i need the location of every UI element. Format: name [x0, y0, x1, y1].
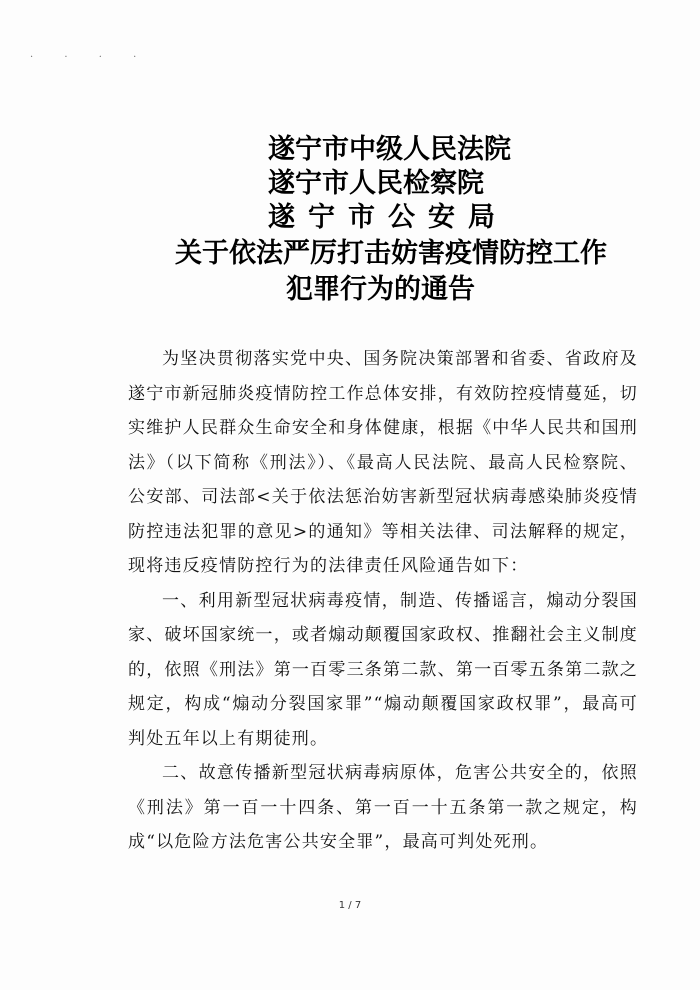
- scan-specks: · · · ·: [30, 52, 151, 63]
- title-line-court: 遂宁市中级人民法院: [268, 134, 511, 165]
- title-line-police: 遂宁市公安局: [268, 202, 508, 233]
- paragraph-item-2: 二、故意传播新型冠状病毒病原体，危害公共安全的，依照《刑法》第一百一十四条、第一百一十五条第一款之规定，构成“以危险方法危害公共安全罪”，最高可判处死刑。: [128, 763, 638, 852]
- document-body: [128, 342, 638, 860]
- title-line-procuratorate: 遂宁市人民检察院: [268, 168, 484, 199]
- title-line-subject-end: 犯罪行为的通告: [286, 274, 475, 305]
- page-number: 1 / 7: [338, 900, 362, 911]
- title-line-subject: 关于依法严厉打击妨害疫情防控工作: [175, 238, 607, 269]
- paragraph-item-1: 一、利用新型冠状病毒疫情，制造、传播谣言，煽动分裂国家、破坏国家统一，或者煽动颠覆国家政权、推翻社会主义制度的，依照《刑法》第一百零三条第二款、第一百零五条第二款之规定，构成“煽动分裂国家罪”“煽动颠覆国家政权罪”，最高可判处五年以上有期徒刑。: [128, 590, 638, 749]
- paragraph-intro: 为坚决贯彻落实党中央、国务院决策部署和省委、省政府及遂宁市新冠肺炎疫情防控工作总体安排，有效防控疫情蔓延，切实维护人民群众生命安全和身体健康，根据《中华人民共和国刑法》（以下简称《刑法》）、《最高人民法院、最高人民检察院、公安部、司法部<关于依法惩治妨害新型冠状病毒感染肺炎疫情防控违法犯罪的意见>的通知》等相关法律、司法解释的规定，现将违反疫情防控行为的法律责任风险通告如下：: [128, 349, 638, 576]
